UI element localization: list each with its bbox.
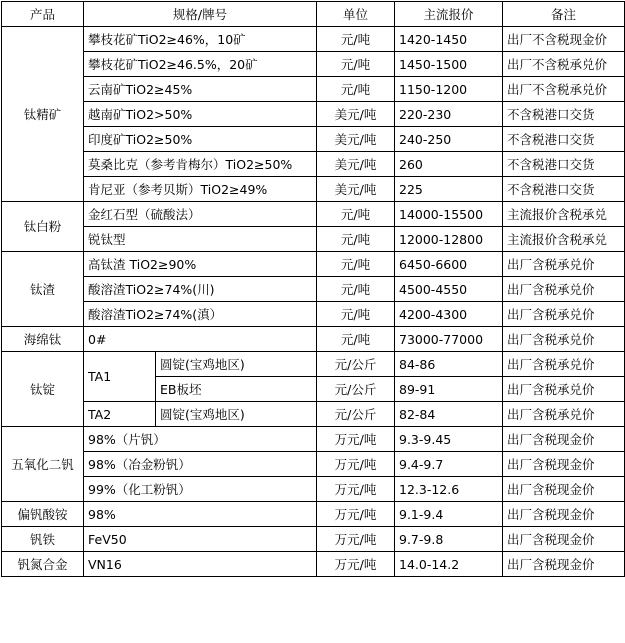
table-row [2,502,625,527]
price-cell: 9.4-9.7 [395,452,503,477]
unit-cell: 元/吨 [317,302,395,327]
table-row [2,127,625,152]
note-cell: 出厂含税承兑价 [503,327,625,352]
spec-cell: 圆锭(宝鸡地区) [156,402,317,427]
price-cell: 12.3-12.6 [395,477,503,502]
price-cell: 225 [395,177,503,202]
table-row [2,552,625,577]
table-row [2,27,625,52]
unit-cell: 美元/吨 [317,152,395,177]
table-row [2,402,625,427]
price-cell: 89-91 [395,377,503,402]
note-cell: 出厂含税承兑价 [503,377,625,402]
note-cell: 出厂含税现金价 [503,527,625,552]
note-cell: 不含税港口交货 [503,127,625,152]
spec-cell: 圆锭(宝鸡地区) [156,352,317,377]
note-cell: 出厂含税承兑价 [503,277,625,302]
price-cell: 4200-4300 [395,302,503,327]
category-cell: 钒铁 [2,527,84,552]
note-cell: 出厂含税承兑价 [503,252,625,277]
unit-cell: 元/吨 [317,277,395,302]
unit-cell: 万元/吨 [317,477,395,502]
note-cell: 出厂含税现金价 [503,477,625,502]
spec-cell: 98% [84,502,317,527]
unit-cell: 万元/吨 [317,552,395,577]
price-table [1,1,625,577]
spec-cell: FeV50 [84,527,317,552]
unit-cell: 元/吨 [317,52,395,77]
note-cell: 出厂含税承兑价 [503,302,625,327]
table-body [2,27,625,577]
price-cell: 240-250 [395,127,503,152]
note-cell: 出厂不含税现金价 [503,27,625,52]
table-row [2,302,625,327]
price-cell: 84-86 [395,352,503,377]
note-cell: 主流报价含税承兑 [503,202,625,227]
table-row [2,52,625,77]
unit-cell: 万元/吨 [317,527,395,552]
spec-cell: 0# [84,327,317,352]
header-spec: 规格/牌号 [84,2,317,27]
price-cell: 260 [395,152,503,177]
table-row [2,102,625,127]
category-cell: 偏钒酸铵 [2,502,84,527]
spec-cell: 攀枝花矿TiO2≥46%，10矿 [84,27,317,52]
spec-cell: 肯尼亚（参考贝斯）TiO2≥49% [84,177,317,202]
header-price: 主流报价 [395,2,503,27]
table-row [2,452,625,477]
note-cell: 不含税港口交货 [503,152,625,177]
note-cell: 出厂含税现金价 [503,452,625,477]
price-cell: 14.0-14.2 [395,552,503,577]
spec-cell: 越南矿TiO2>50% [84,102,317,127]
table-row [2,177,625,202]
note-cell: 不含税港口交货 [503,177,625,202]
spec-cell: 高钛渣 TiO2≥90% [84,252,317,277]
unit-cell: 元/吨 [317,202,395,227]
spec-cell: 云南矿TiO2≥45% [84,77,317,102]
price-cell: 4500-4550 [395,277,503,302]
price-cell: 1450-1500 [395,52,503,77]
grade-cell: TA2 [84,402,156,427]
category-cell: 钒氮合金 [2,552,84,577]
table-row [2,477,625,502]
unit-cell: 元/公斤 [317,377,395,402]
spec-cell: 攀枝花矿TiO2≥46.5%，20矿 [84,52,317,77]
spec-cell: 印度矿TiO2≥50% [84,127,317,152]
table-row [2,202,625,227]
spec-cell: 锐钛型 [84,227,317,252]
category-cell: 钛白粉 [2,202,84,252]
spec-cell: VN16 [84,552,317,577]
spec-cell: 金红石型（硫酸法） [84,202,317,227]
price-cell: 1420-1450 [395,27,503,52]
table-row [2,327,625,352]
note-cell: 出厂含税现金价 [503,502,625,527]
unit-cell: 元/吨 [317,27,395,52]
category-cell: 钛精矿 [2,27,84,202]
table-header-row [2,2,625,27]
table-row [2,227,625,252]
unit-cell: 元/吨 [317,327,395,352]
unit-cell: 万元/吨 [317,427,395,452]
header-product: 产品 [2,2,84,27]
note-cell: 出厂含税现金价 [503,427,625,452]
category-cell: 海绵钛 [2,327,84,352]
price-cell: 82-84 [395,402,503,427]
spec-cell: 莫桑比克（参考肯梅尔）TiO2≥50% [84,152,317,177]
note-cell: 不含税港口交货 [503,102,625,127]
unit-cell: 元/公斤 [317,352,395,377]
unit-cell: 元/吨 [317,227,395,252]
price-cell: 1150-1200 [395,77,503,102]
note-cell: 出厂含税承兑价 [503,402,625,427]
note-cell: 出厂含税现金价 [503,552,625,577]
table-header [2,2,625,27]
table-row [2,352,625,377]
note-cell: 出厂不含税承兑价 [503,52,625,77]
table-row [2,252,625,277]
grade-cell: TA1 [84,352,156,402]
note-cell: 出厂不含税承兑价 [503,77,625,102]
header-unit: 单位 [317,2,395,27]
unit-cell: 美元/吨 [317,177,395,202]
note-cell: 出厂含税承兑价 [503,352,625,377]
price-cell: 73000-77000 [395,327,503,352]
spec-cell: 酸溶渣TiO2≥74%(滇） [84,302,317,327]
price-cell: 6450-6600 [395,252,503,277]
category-cell: 钛渣 [2,252,84,327]
note-cell: 主流报价含税承兑 [503,227,625,252]
price-cell: 9.1-9.4 [395,502,503,527]
unit-cell: 美元/吨 [317,102,395,127]
price-cell: 9.3-9.45 [395,427,503,452]
unit-cell: 元/吨 [317,252,395,277]
spec-cell: 99%（化工粉钒） [84,477,317,502]
price-cell: 220-230 [395,102,503,127]
category-cell: 钛锭 [2,352,84,427]
header-note: 备注 [503,2,625,27]
price-cell: 12000-12800 [395,227,503,252]
table-row [2,152,625,177]
unit-cell: 元/公斤 [317,402,395,427]
table-row [2,527,625,552]
spec-cell: 98%（冶金粉钒） [84,452,317,477]
unit-cell: 元/吨 [317,77,395,102]
category-cell: 五氧化二钒 [2,427,84,502]
unit-cell: 美元/吨 [317,127,395,152]
unit-cell: 万元/吨 [317,452,395,477]
spec-cell: EB板坯 [156,377,317,402]
spec-cell: 98%（片钒） [84,427,317,452]
table-row [2,277,625,302]
unit-cell: 万元/吨 [317,502,395,527]
table-row [2,77,625,102]
price-cell: 9.7-9.8 [395,527,503,552]
price-cell: 14000-15500 [395,202,503,227]
spec-cell: 酸溶渣TiO2≥74%(川) [84,277,317,302]
table-row [2,427,625,452]
